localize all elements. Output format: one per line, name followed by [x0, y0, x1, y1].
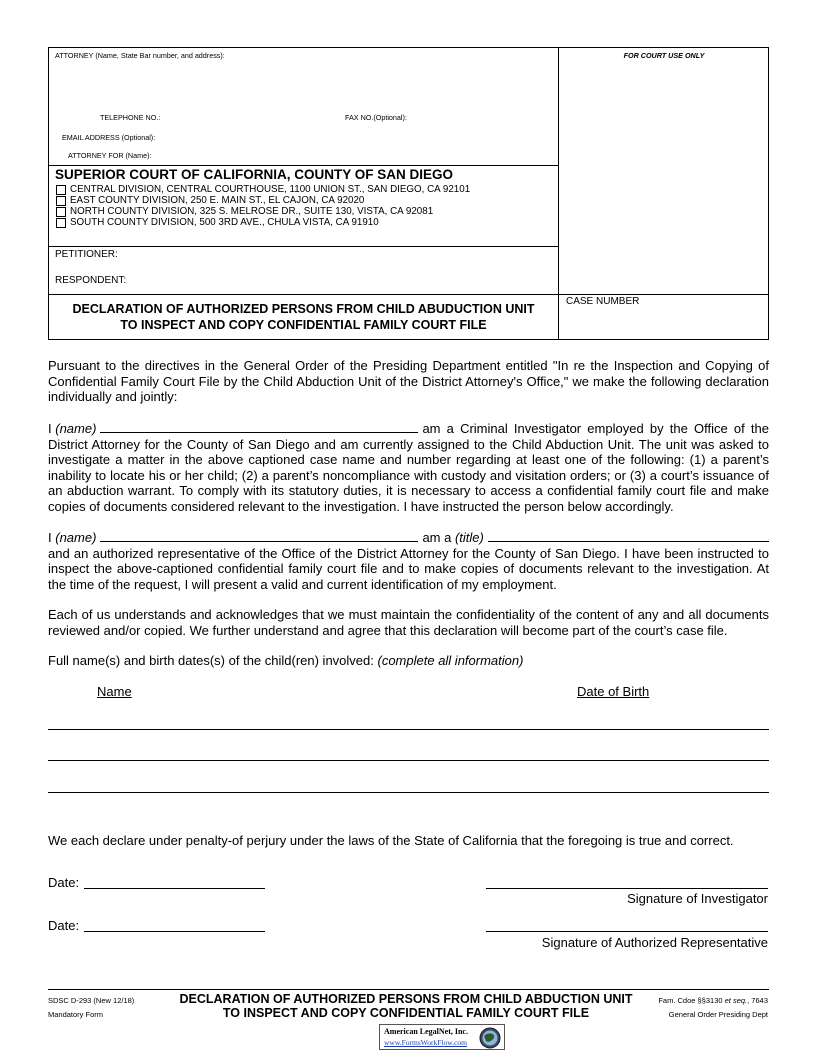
date-label: Date: — [48, 875, 80, 890]
statute-citation: Fam. Cdoe §§3130 et seq., 7643 — [658, 996, 768, 1005]
representative-signature-field[interactable] — [486, 931, 768, 932]
division-option[interactable]: NORTH COUNTY DIVISION, 325 S. MELROSE DR., SUITE 130, VISTA, CA 92081 — [56, 206, 470, 217]
representative-title-field[interactable] — [488, 530, 769, 542]
representative-date-field[interactable] — [84, 931, 265, 932]
representative-paragraph: I (name) am a (title) and an authorized representative of the Office of the District Attorney for the County of San Diego. I have been instructed to inspect the above-captioned confidential family court file and to make copies of documents relevant to the investigation. At the time of the request, I will present a valid and current identification of my employment. — [48, 530, 769, 592]
checkbox-icon[interactable] — [56, 207, 66, 217]
name-column-header: Name — [97, 684, 132, 699]
petitioner-label: PETITIONER: — [55, 249, 118, 260]
division-option[interactable]: SOUTH COUNTY DIVISION, 500 3RD AVE., CHULA VISTA, CA 91910 — [56, 217, 470, 228]
general-order-label: General Order Presiding Dept — [668, 1010, 768, 1019]
footer-title: DECLARATION OF AUTHORIZED PERSONS FROM CHILD ABDUCTION UNIT TO INSPECT AND COPY CONFIDENTIAL FAMILY COURT FILE — [179, 992, 633, 1020]
caption-box — [48, 47, 769, 340]
globe-icon — [479, 1027, 501, 1049]
case-number-label: CASE NUMBER — [566, 296, 640, 307]
telephone-label: TELEPHONE NO.: — [100, 113, 161, 122]
child-entry-line[interactable] — [48, 760, 769, 761]
confidentiality-paragraph: Each of us understands and acknowledges that we must maintain the confidentiality of the content of any and all documents reviewed and/or copied. We further understand and agree that this declaration will become part of the court’s case file. — [48, 607, 769, 638]
child-entry-line[interactable] — [48, 729, 769, 730]
investigator-name-field[interactable] — [100, 421, 418, 433]
respondent-label: RESPONDENT: — [55, 275, 127, 286]
declaration-title: DECLARATION OF AUTHORIZED PERSONS FROM CHILD ABUDUCTION UNIT TO INSPECT AND COPY CONFIDENTIAL FAMILY COURT FILE — [72, 302, 535, 332]
division-list — [56, 184, 470, 228]
investigator-signature-field[interactable] — [486, 888, 768, 889]
investigator-signature-label: Signature of Investigator — [627, 891, 768, 906]
perjury-statement: We each declare under penalty-of perjury under the laws of the State of California that the foregoing is true and correct. — [48, 833, 734, 848]
child-entry-line[interactable] — [48, 792, 769, 793]
checkbox-icon[interactable] — [56, 185, 66, 195]
division-option[interactable]: EAST COUNTY DIVISION, 250 E. MAIN ST., EL CAJON, CA 92020 — [56, 195, 470, 206]
footer-divider — [48, 989, 769, 990]
division-option[interactable]: CENTRAL DIVISION, CENTRAL COURTHOUSE, 1100 UNION ST., SAN DIEGO, CA 92101 — [56, 184, 470, 195]
fax-label: FAX NO.(Optional): — [345, 113, 407, 122]
intro-paragraph: Pursuant to the directives in the General Order of the Presiding Department entitled "In re the Inspection and Copying of Confidential Family Court File by the Child Abduction Unit of the District Attorney's Office," we make the following declaration individually and jointly: — [48, 358, 769, 405]
caption-divider — [558, 48, 559, 340]
email-label: EMAIL ADDRESS (Optional): — [62, 133, 156, 142]
publisher-logo[interactable]: American LegalNet, Inc. www.FormsWorkFlow.com — [379, 1024, 505, 1050]
mandatory-form-label: Mandatory Form — [48, 1010, 104, 1019]
checkbox-icon[interactable] — [56, 196, 66, 206]
dob-column-header: Date of Birth — [577, 684, 650, 699]
representative-name-field[interactable] — [100, 530, 418, 542]
checkbox-icon[interactable] — [56, 218, 66, 228]
court-title: SUPERIOR COURT OF CALIFORNIA, COUNTY OF SAN DIEGO — [55, 167, 454, 182]
date-label: Date: — [48, 918, 80, 933]
court-use-label: FOR COURT USE ONLY — [623, 51, 705, 60]
children-prompt: Full name(s) and birth dates(s) of the child(ren) involved: (complete all information) — [48, 653, 524, 668]
investigator-date-field[interactable] — [84, 888, 265, 889]
investigator-paragraph: I (name) am a Criminal Investigator employed by the Office of the District Attorney for the County of San Diego and am currently assigned to the Child Abduction Unit. The unit was asked to investigate a matter in the above captioned case name and number regarding at least one of the following: (1) a parent’s inability to locate his or her child; (2) a parent’s noncompliance with custody and visitation orders; or (3) a court’s issuance of an abduction warrant. To comply with its statutory duties, it is necessary to access a confidential family court file and make copies of documents considered relevant to the investigation. I have instructed the person below accordingly. — [48, 421, 769, 514]
form-number: SDSC D-293 (New 12/18) — [48, 996, 135, 1005]
attorney-for-label: ATTORNEY FOR (Name): — [68, 151, 152, 160]
attorney-label: ATTORNEY (Name, State Bar number, and address): — [55, 51, 225, 60]
representative-signature-label: Signature of Authorized Representative — [541, 935, 768, 950]
